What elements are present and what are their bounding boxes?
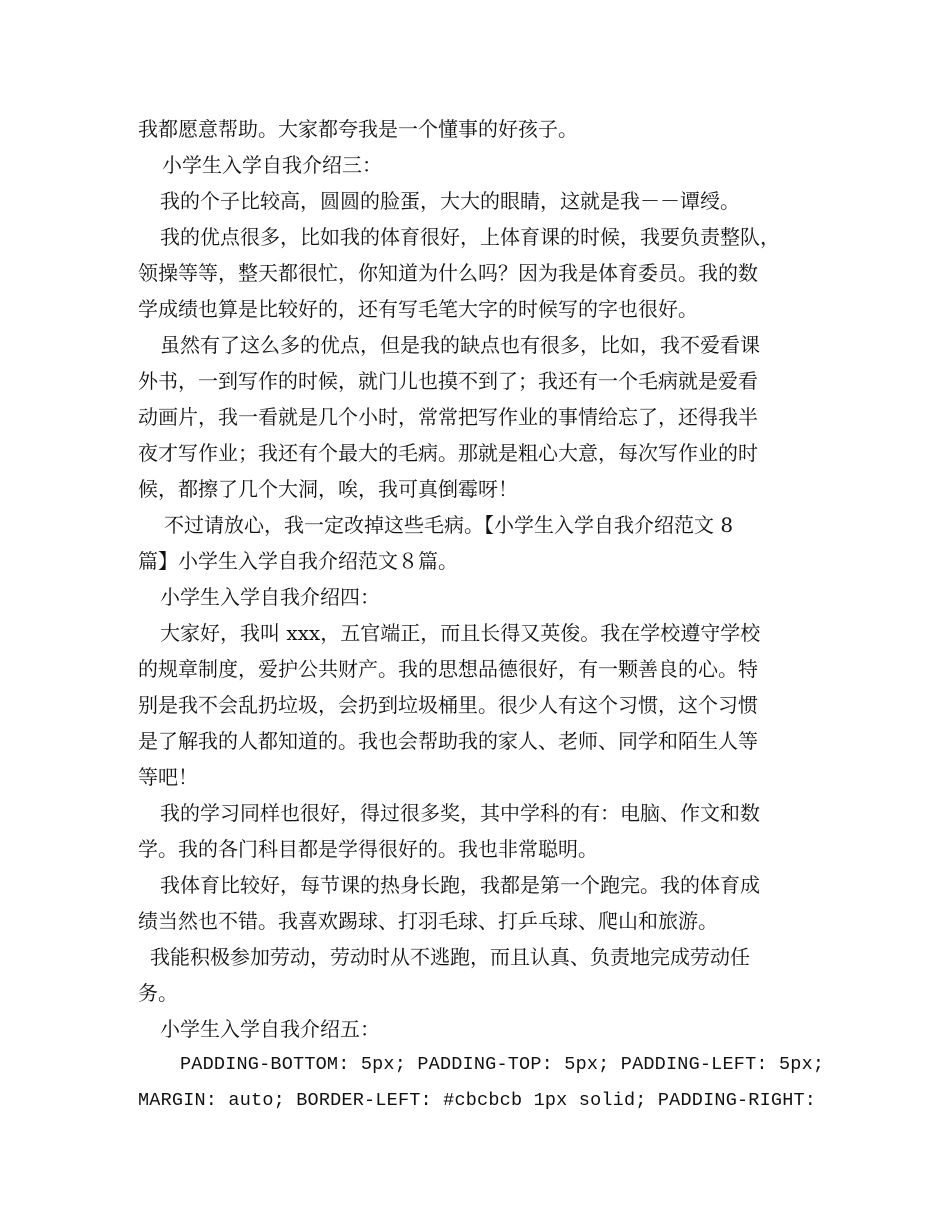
paragraph-line: 我的个子比较高，圆圆的脸蛋，大大的眼睛，这就是我－－谭绶。 xyxy=(160,189,740,213)
paragraph-line: 我体育比较好，每节课的热身长跑，我都是第一个跑完。我的体育成 xyxy=(160,873,760,897)
css-code-line: PADDING-BOTTOM: 5px; PADDING-TOP: 5px; PADDING-LEFT: 5px; xyxy=(180,1054,825,1075)
paragraph-line: 虽然有了这么多的优点，但是我的缺点也有很多，比如，我不爱看课 xyxy=(160,333,760,357)
paragraph-line: 绩当然也不错。我喜欢踢球、打羽毛球、打乒乓球、爬山和旅游。 xyxy=(138,909,718,933)
paragraph-line: 别是我不会乱扔垃圾，会扔到垃圾桶里。很少人有这个习惯，这个习惯 xyxy=(138,693,758,717)
paragraph-line: 夜才写作业；我还有个最大的毛病。那就是粗心大意，每次写作业的时 xyxy=(138,441,758,465)
paragraph-line: 动画片，我一看就是几个小时，常常把写作业的事情给忘了，还得我半 xyxy=(138,405,758,429)
paragraph-line: 不过请放心，我一定改掉这些毛病。【小学生入学自我介绍范文 8 xyxy=(164,513,734,537)
paragraph-line: 我都愿意帮助。大家都夸我是一个懂事的好孩子。 xyxy=(138,117,578,141)
paragraph-line: 候，都擦了几个大洞，唉，我可真倒霉呀！ xyxy=(138,477,518,501)
section-heading: 小学生入学自我介绍四： xyxy=(160,585,380,609)
paragraph-line: 学成绩也算是比较好的，还有写毛笔大字的时候写的字也很好。 xyxy=(138,297,698,321)
paragraph-line: 学。我的各门科目都是学得很好的。我也非常聪明。 xyxy=(138,837,598,861)
section-heading: 小学生入学自我介绍五： xyxy=(160,1017,380,1041)
paragraph-line: 外书，一到写作的时候，就门儿也摸不到了；我还有一个毛病就是爱看 xyxy=(138,369,758,393)
paragraph-line: 领操等等，整天都很忙，你知道为什么吗？因为我是体育委员。我的数 xyxy=(138,261,758,285)
paragraph-line: 篇】小学生入学自我介绍范文８篇。 xyxy=(138,549,458,573)
paragraph-line: 我能积极参加劳动，劳动时从不逃跑，而且认真、负责地完成劳动任 xyxy=(150,945,750,969)
css-code-line: MARGIN: auto; BORDER-LEFT: #cbcbcb 1px solid; PADDING-RIGHT: xyxy=(138,1090,817,1111)
paragraph-line: 的规章制度，爱护公共财产。我的思想品德很好，有一颗善良的心。特 xyxy=(138,657,758,681)
section-heading: 小学生入学自我介绍三： xyxy=(162,153,382,177)
paragraph-line: 是了解我的人都知道的。我也会帮助我的家人、老师、同学和陌生人等 xyxy=(138,729,758,753)
paragraph-line: 我的优点很多，比如我的体育很好，上体育课的时候，我要负责整队， xyxy=(160,225,780,249)
paragraph-line: 我的学习同样也很好，得过很多奖，其中学科的有：电脑、作文和数 xyxy=(160,801,760,825)
paragraph-line: 大家好，我叫 xxx，五官端正，而且长得又英俊。我在学校遵守学校 xyxy=(160,621,761,645)
paragraph-line: 等吧！ xyxy=(138,765,198,789)
paragraph-line: 务。 xyxy=(138,981,178,1005)
